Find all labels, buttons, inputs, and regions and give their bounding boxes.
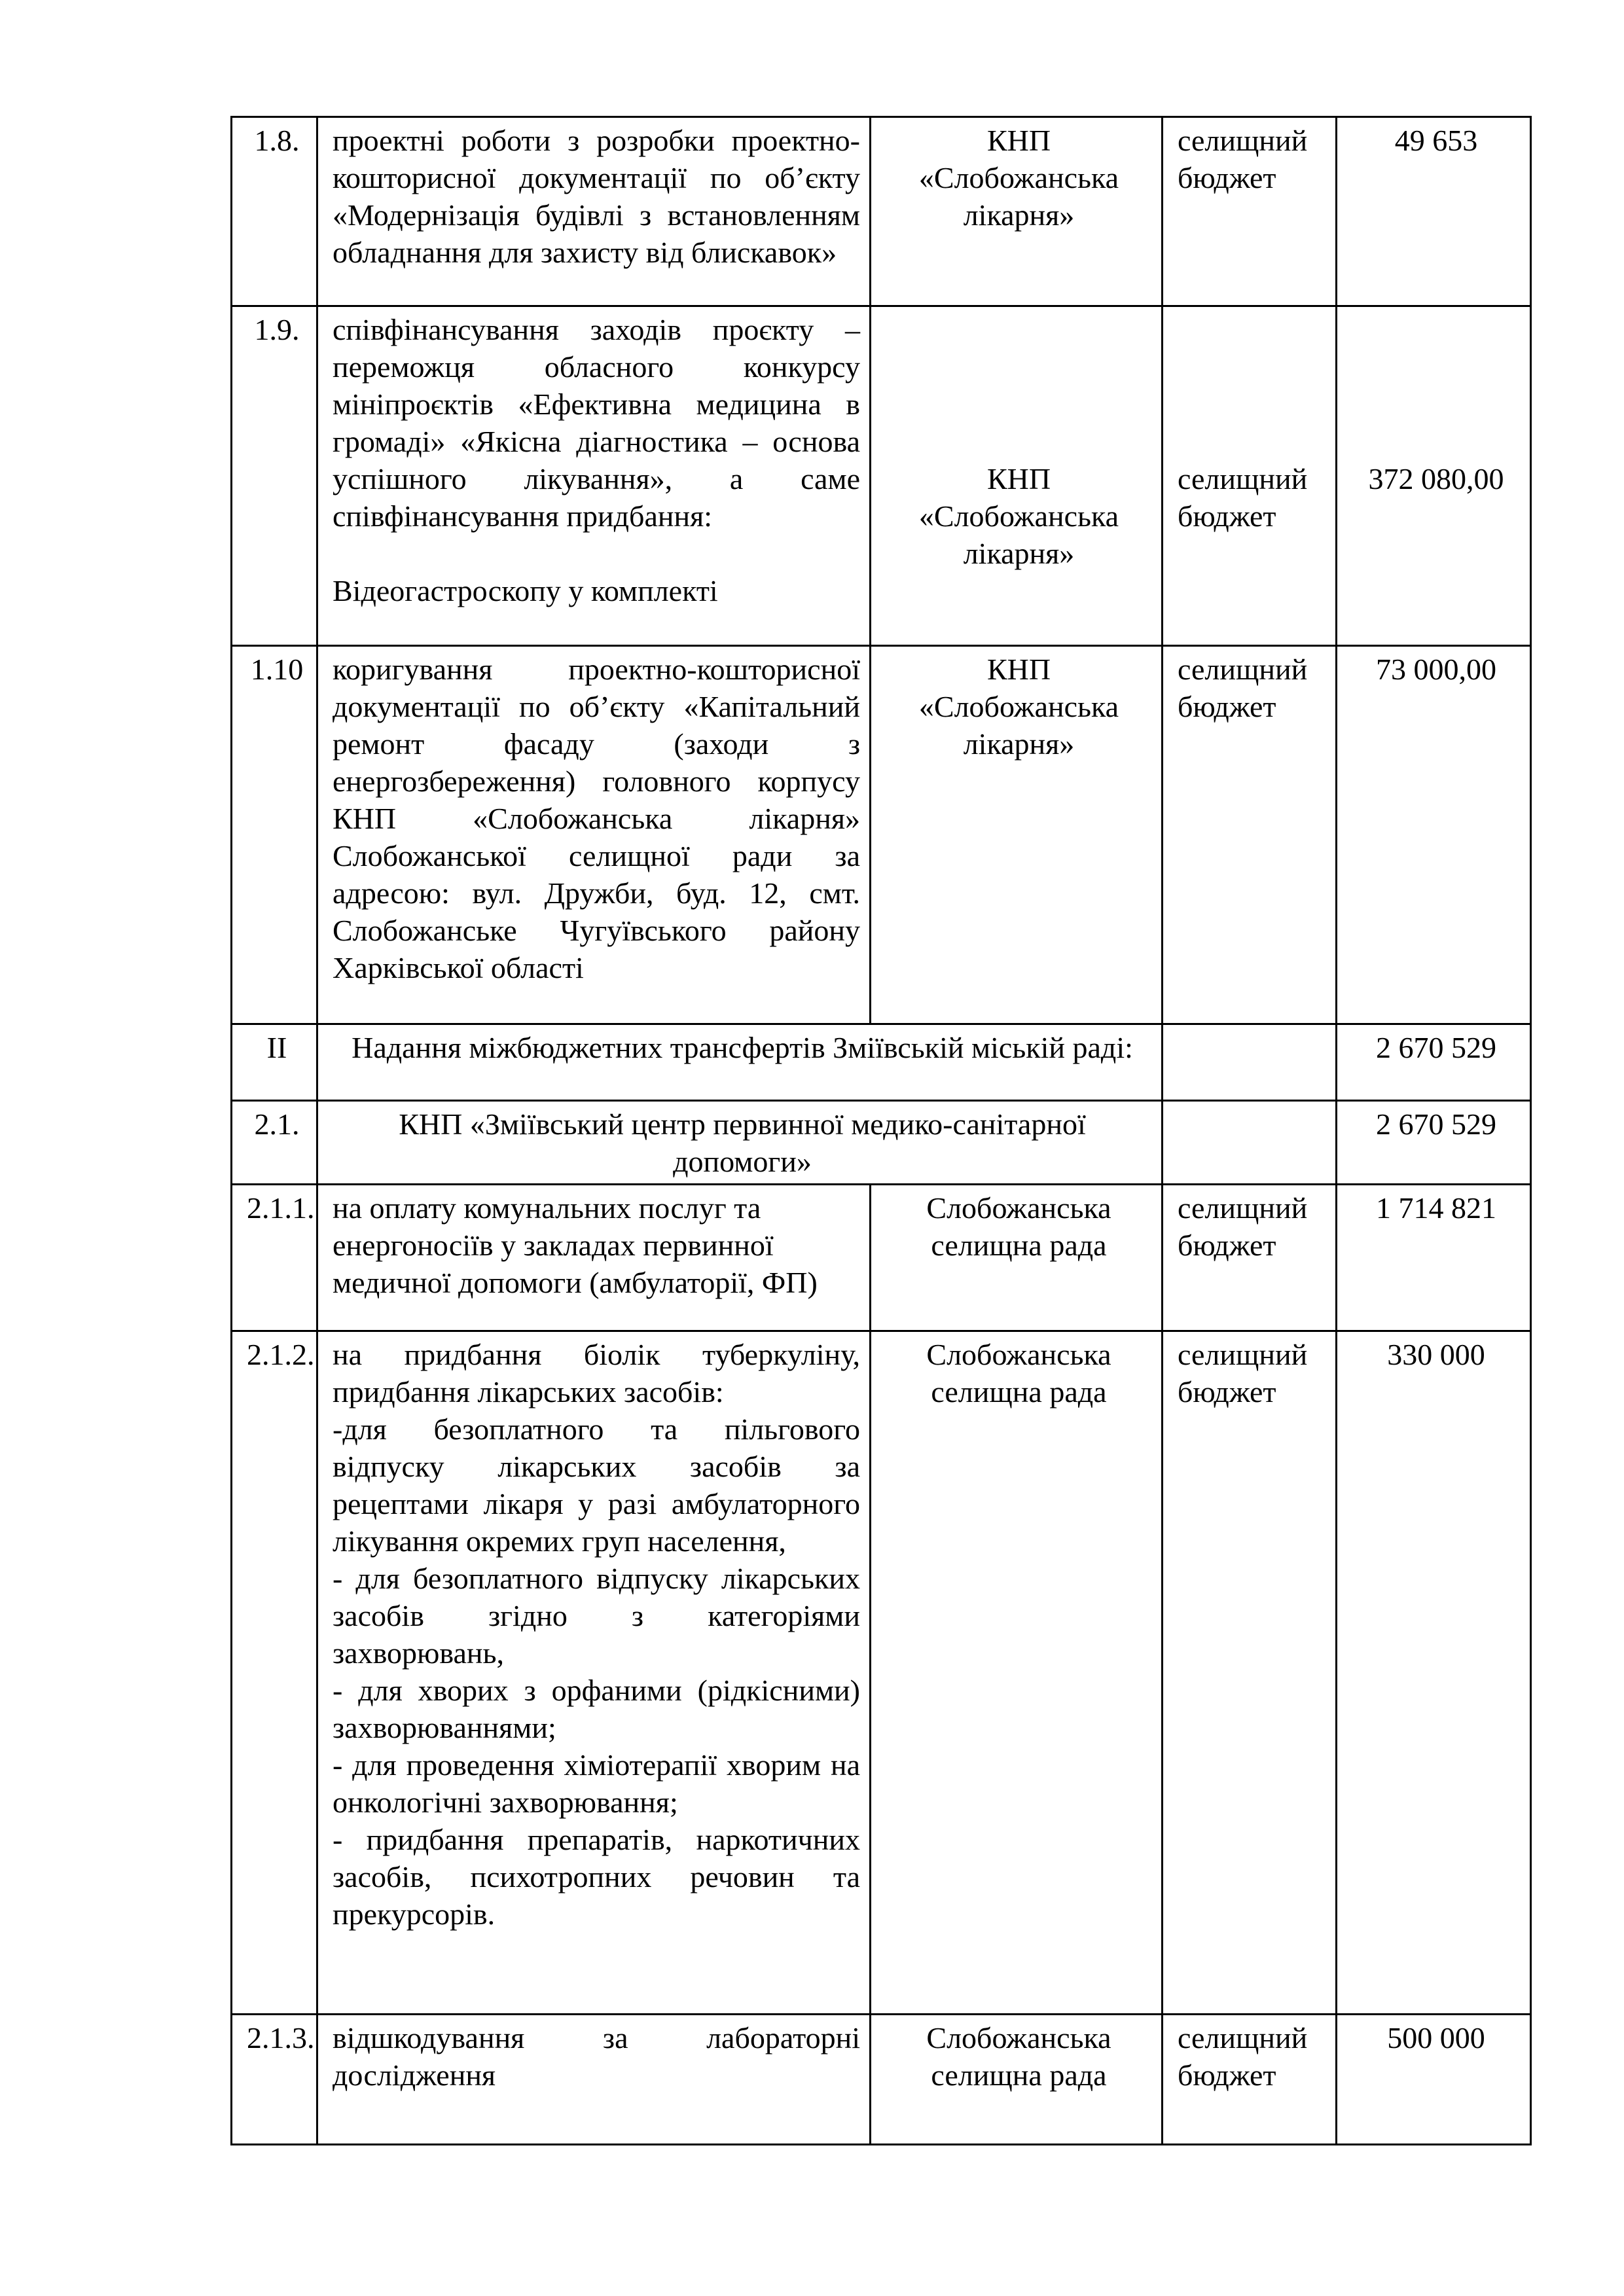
measure-description: коригування проектно-кошторисної документації по об’єкту «Капітальний ремонт фасаду (заходи з енергозбереження) головного корпусу КНП «Слобожанська лікарня» Слобожанської селищної ради за адресою: вул. Дружби, буд. 12, смт. Слобожанське Чугуївського району Харківської області xyxy=(317,646,871,1024)
row-number: 1.9. xyxy=(232,306,317,646)
subsection-number: 2.1. xyxy=(232,1101,317,1185)
blank-line xyxy=(333,535,860,572)
table-row xyxy=(232,646,1531,1024)
amount: 330 000 xyxy=(1337,1331,1531,2015)
executor xyxy=(871,306,1163,646)
table-row xyxy=(232,2015,1531,2145)
row-number: 2.1.3. xyxy=(232,2015,317,2145)
description-line: на придбання біолік туберкуліну, придбання лікарських засобів: xyxy=(333,1338,860,1408)
amount: 73 000,00 xyxy=(1337,646,1531,1024)
measure-description xyxy=(317,1331,871,2015)
table-row xyxy=(232,117,1531,306)
row-number: 2.1.1. xyxy=(232,1185,317,1331)
measure-description: на оплату комунальних послуг та енергоносіїв у закладах первинної медичної допомоги (амбулаторії, ФП) xyxy=(317,1185,871,1331)
table-row xyxy=(232,306,1531,646)
measure-item: Відеогастроскопу у комплекті xyxy=(333,574,718,607)
subsection-title: КНП «Зміївський центр первинної медико-санітарної допомоги» xyxy=(317,1101,1163,1185)
section-total: 2 670 529 xyxy=(1337,1024,1531,1101)
amount-text: 372 080,00 xyxy=(1368,462,1504,495)
budget-measures-table xyxy=(230,116,1532,2145)
funding-source: селищний бюджет xyxy=(1163,117,1337,306)
funding-source: селищний бюджет xyxy=(1163,646,1337,1024)
subsection-total: 2 670 529 xyxy=(1337,1101,1531,1185)
funding-source-text: селищний бюджет xyxy=(1178,462,1308,533)
funding-source: селищний бюджет xyxy=(1163,1331,1337,2015)
row-number: 2.1.2. xyxy=(232,1331,317,2015)
section-row xyxy=(232,1024,1531,1101)
description-line: - для проведення хіміотерапії хворим на онкологічні захворювання; xyxy=(333,1748,860,1819)
row-number: 1.8. xyxy=(232,117,317,306)
executor: Слобожанська селищна рада xyxy=(871,2015,1163,2145)
table-row xyxy=(232,1331,1531,2015)
row-number: 1.10 xyxy=(232,646,317,1024)
funding-source: селищний бюджет xyxy=(1163,2015,1337,2145)
spacer xyxy=(1178,311,1326,460)
executor-text: КНП «Слобожанська лікарня» xyxy=(918,462,1119,570)
amount: 1 714 821 xyxy=(1337,1185,1531,1331)
description-line: - для хворих з орфаними (рідкісними) захворюваннями; xyxy=(333,1674,860,1744)
description-line: - для безоплатного відпуску лікарських засобів згідно з категоріями захворювань, xyxy=(333,1562,860,1670)
funding-source xyxy=(1163,1101,1337,1185)
amount: 500 000 xyxy=(1337,2015,1531,2145)
section-title: Надання міжбюджетних трансфертів Зміївській міській раді: xyxy=(317,1024,1163,1101)
executor: Слобожанська селищна рада xyxy=(871,1331,1163,2015)
measure-description xyxy=(317,306,871,646)
amount: 49 653 xyxy=(1337,117,1531,306)
measure-description: відшкодування за лабораторні дослідження xyxy=(317,2015,871,2145)
funding-source xyxy=(1163,306,1337,646)
executor: КНП «Слобожанська лікарня» xyxy=(871,646,1163,1024)
description-line: - придбання препаратів, наркотичних засобів, психотропних речовин та прекурсорів. xyxy=(333,1823,860,1931)
description-line: -для безоплатного та пільгового відпуску лікарських засобів за рецептами лікаря у разі амбулаторного лікування окремих груп населення, xyxy=(333,1412,860,1558)
spacer xyxy=(1352,311,1521,460)
executor: КНП «Слобожанська лікарня» xyxy=(871,117,1163,306)
measure-description: проектні роботи з розробки проектно-кошторисної документації по об’єкту «Модернізація будівлі з встановленням обладнання для захисту від блискавок» xyxy=(317,117,871,306)
section-number: II xyxy=(232,1024,317,1101)
funding-source: селищний бюджет xyxy=(1163,1185,1337,1331)
table-row xyxy=(232,1185,1531,1331)
subsection-row xyxy=(232,1101,1531,1185)
spacer xyxy=(886,311,1152,460)
executor: Слобожанська селищна рада xyxy=(871,1185,1163,1331)
funding-source xyxy=(1163,1024,1337,1101)
amount xyxy=(1337,306,1531,646)
measure-description-text: співфінансування заходів проєкту – переможця обласного конкурсу мініпроєктів «Ефективна медицина в громаді» «Якісна діагностика – основа успішного лікування», а саме співфінансування придбання: xyxy=(333,313,860,533)
